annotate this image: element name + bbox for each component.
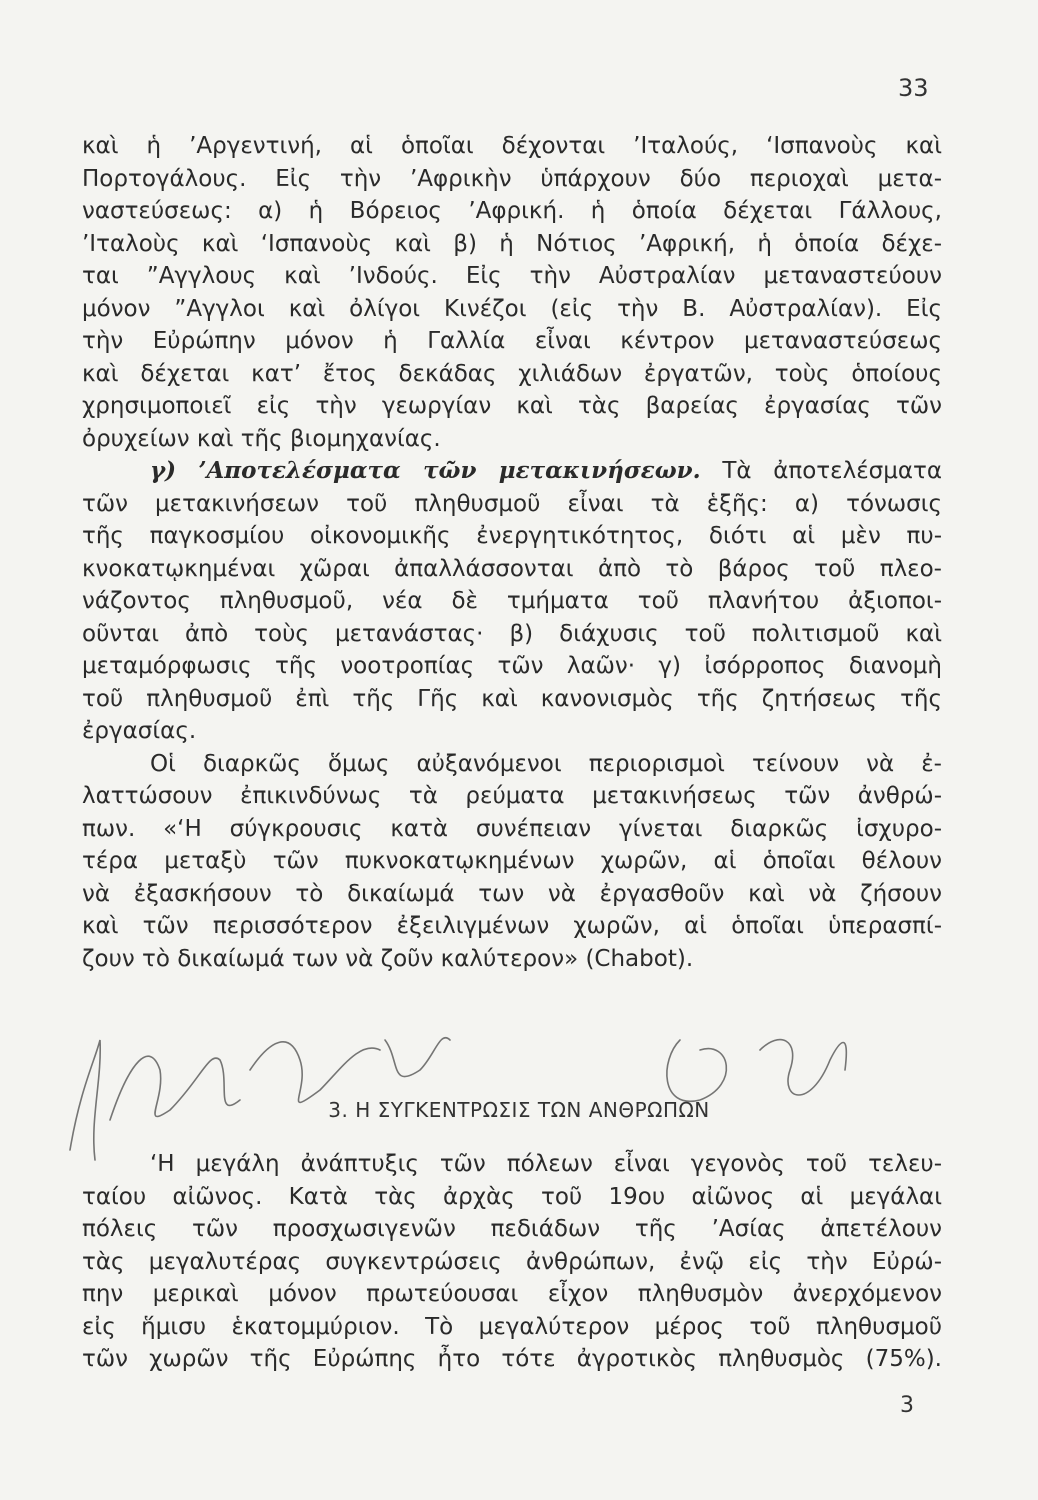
text-line: πων. «‘Η σύγκρουσις κατὰ συνέπειαν γίνεται διαρκῶς ἰσχυρο- <box>82 815 942 842</box>
text-line: ταίου αἰῶνος. Κατὰ τὰς ἀρχὰς τοῦ 19ου αἰῶνος αἱ μεγάλαι <box>82 1183 942 1210</box>
text-line: ‘Η μεγάλη ἀνάπτυξις τῶν πόλεων εἶναι γεγονὸς τοῦ τελευ- <box>150 1151 942 1177</box>
text-line: ζουν τὸ δικαίωμά των νὰ ζοῦν καλύτερον» (Chabot). <box>82 945 694 972</box>
text-line: εἰς ἥμισυ ἑκατομμύριον. Τὸ μεγαλύτερον μέρος τοῦ πληθυσμοῦ <box>82 1313 942 1340</box>
text-line: τῆς παγκοσμίου οἰκονομικῆς ἐνεργητικότητος, διότι αἱ μὲν πυ- <box>82 523 942 549</box>
text-line: ὀρυχείων καὶ τῆς βιομηχανίας. <box>82 425 441 452</box>
text-line: μεταμόρφωσις τῆς νοοτροπίας τῶν λαῶν· γ) ἰσόρροπος διανομὴ <box>82 653 942 679</box>
text-line: ἐργασίας. <box>82 718 197 744</box>
text-line: τὴν Εὐρώπην μόνον ἡ Γαλλία εἶναι κέντρον μεταναστεύσεως <box>82 328 942 354</box>
text-line: καὶ ἡ ’Αργεντινή, αἱ ὁποῖαι δέχονται ’Ιταλούς, ‘Ισπανοὺς καὶ <box>82 133 942 159</box>
section-heading: 3. Η ΣΥΓΚΕΝΤΡΩΣΙΣ ΤΩΝ ΑΝΘΡΩΠΩΝ <box>328 1098 710 1122</box>
signature-mark-number: 3 <box>900 1393 914 1418</box>
text-line: πην μερικαὶ μόνον πρωτεύουσαι εἶχον πληθυσμὸν ἀνερχόμενον <box>82 1281 942 1307</box>
inline-heading: γ) ’Αποτελέσματα τῶν μετακινήσεων. <box>150 457 701 484</box>
text-line: ’Ιταλοὺς καὶ ‘Ισπανοὺς καὶ β) ἡ Νότιος ’Αφρική, ἡ ὁποία δέχε- <box>82 230 942 257</box>
handwritten-signature <box>40 1000 900 1170</box>
text-line: νάζοντος πληθυσμοῦ, νέα δὲ τμήματα τοῦ πλανήτου ἀξιοποι- <box>82 588 942 614</box>
text-line: ται ”Αγγλους καὶ ’Ινδούς. Εἰς τὴν Αὐστραλίαν μεταναστεύουν <box>82 263 942 289</box>
text-line: τὰς μεγαλυτέρας συγκεντρώσεις ἀνθρώπων, ἐνῷ εἰς τὴν Εὐρώ- <box>82 1248 942 1275</box>
text-line: τῶν μετακινήσεων τοῦ πληθυσμοῦ εἶναι τὰ ἑξῆς: α) τόνωσις <box>82 490 942 517</box>
text-line: καὶ δέχεται κατ’ ἔτος δεκάδας χιλιάδων ἐργατῶν, τοὺς ὁποίους <box>82 360 942 387</box>
main-text <box>82 130 942 975</box>
section-text <box>82 1148 942 1376</box>
text-line: κνοκατῳκημέναι χῶραι ἀπαλλάσσονται ἀπὸ τὸ βάρος τοῦ πλεο- <box>82 555 942 582</box>
page-number: 33 <box>898 74 929 102</box>
text-line: τέρα μεταξὺ τῶν πυκνοκατῳκημένων χωρῶν, αἱ ὁποῖαι θέλουν <box>82 848 942 874</box>
text-line: χρησιμοποιεῖ εἰς τὴν γεωργίαν καὶ τὰς βαρείας ἐργασίας τῶν <box>82 393 942 419</box>
text-line: καὶ τῶν περισσότερον ἐξειλιγμένων χωρῶν, αἱ ὁποῖαι ὑπερασπί- <box>82 913 942 939</box>
text-line: οῦνται ἀπὸ τοὺς μετανάστας· β) διάχυσις τοῦ πολιτισμοῦ καὶ <box>82 620 942 647</box>
text-line: ναστεύσεως: α) ἡ Βόρειος ’Αφρική. ἡ ὁποία δέχεται Γάλλους, <box>82 198 942 224</box>
text-line: πόλεις τῶν προσχωσιγενῶν πεδιάδων τῆς ’Ασίας ἀπετέλουν <box>82 1216 942 1242</box>
text-line: Οἱ διαρκῶς ὅμως αὐξανόμενοι περιορισμοὶ τείνουν νὰ ἐ- <box>150 750 942 777</box>
paragraph-heading-line <box>82 455 942 488</box>
text-line: λαττώσουν ἐπικινδύνως τὰ ρεύματα μετακινήσεως τῶν ἀνθρώ- <box>82 783 942 809</box>
text-fragment: Τὰ ἀποτελέσματα <box>722 458 942 484</box>
text-line: Πορτογάλους. Εἰς τὴν ’Αφρικὴν ὑπάρχουν δύο περιοχαὶ μετα- <box>82 165 942 192</box>
text-line: μόνον ”Αγγλοι καὶ ὀλίγοι Κινέζοι (εἰς τὴν Β. Αὐστραλίαν). Εἰς <box>82 295 942 322</box>
text-line: νὰ ἐξασκήσουν τὸ δικαίωμά των νὰ ἐργασθοῦν καὶ νὰ ζήσουν <box>82 880 942 907</box>
text-line: τῶν χωρῶν τῆς Εὐρώπης ἦτο τότε ἀγροτικὸς πληθυσμὸς (75%). <box>82 1346 942 1372</box>
text-line: τοῦ πληθυσμοῦ ἐπὶ τῆς Γῆς καὶ κανονισμὸς τῆς ζητήσεως τῆς <box>82 685 942 712</box>
